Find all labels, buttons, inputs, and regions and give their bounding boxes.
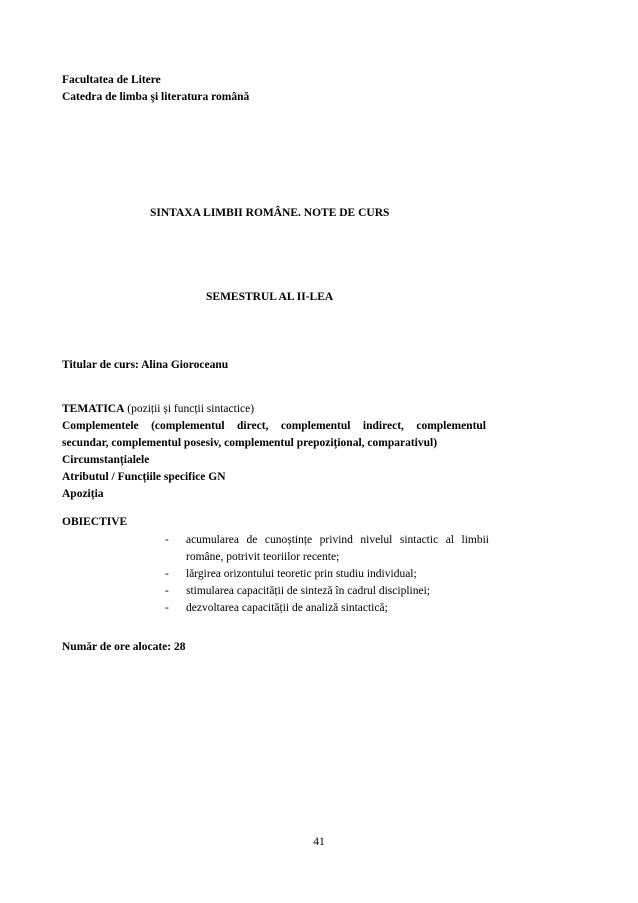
objectives-list <box>165 532 495 612</box>
tematica-note: (poziții și funcții sintactice) <box>124 403 255 415</box>
tematica-line-1: Complementele (complementul direct, complementul indirect, complementul <box>62 420 486 432</box>
list-item-line-2: române, potrivit teoriilor recente; <box>186 551 340 563</box>
allocated-hours: Număr de ore alocate: 28 <box>62 641 186 653</box>
list-dash: - <box>165 534 169 546</box>
tematica-line-2: secundar, complementul posesiv, complementul prepozițional, comparativul) <box>62 437 438 449</box>
list-item <box>165 532 489 566</box>
list-item <box>165 583 485 600</box>
course-title: SINTAXA LIMBII ROMÂNE. NOTE DE CURS <box>150 207 390 219</box>
list-item-text: dezvoltarea capacității de analiză sintactică; <box>186 602 388 614</box>
course-holder: Titular de curs: Alina Gioroceanu <box>62 359 229 371</box>
semester-label: SEMESTRUL AL II-LEA <box>206 291 334 303</box>
tematica-line-5: Apoziția <box>62 488 104 500</box>
department-name: Catedra de limba şi literatura română <box>62 91 250 103</box>
list-dash: - <box>165 585 169 597</box>
list-dash: - <box>165 602 169 614</box>
faculty-name: Facultatea de Litere <box>62 74 161 86</box>
tematica-heading-line <box>62 401 486 418</box>
tematica-line-3: Circumstanțialele <box>62 454 150 466</box>
list-dash: - <box>165 568 169 580</box>
list-item-text <box>186 532 489 566</box>
page-number: 41 <box>313 836 325 848</box>
institution-header <box>62 72 249 106</box>
list-item-text: lărgirea orizontului teoretic prin studiu individual; <box>186 568 417 580</box>
list-item-text: stimularea capacității de sinteză în cadrul disciplinei; <box>186 585 430 597</box>
objectives-heading: OBIECTIVE <box>62 516 128 528</box>
list-item <box>165 600 485 617</box>
tematica-label: TEMATICA <box>62 403 125 415</box>
tematica-line-4: Atributul / Funcțiile specifice GN <box>62 471 226 483</box>
list-item-line-1: acumularea de cunoștințe privind nivelul sintactic al limbii <box>186 534 489 546</box>
tematica-section <box>62 401 486 503</box>
list-item <box>165 566 485 583</box>
